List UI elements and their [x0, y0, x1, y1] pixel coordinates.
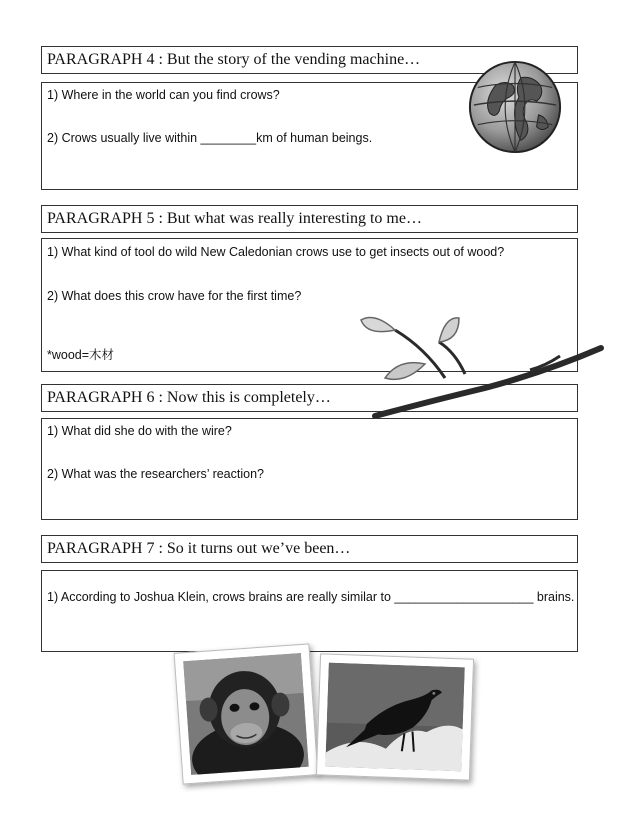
- crow-image: [325, 663, 465, 772]
- chimpanzee-photo: [174, 643, 319, 784]
- paragraph-5-question-1: 1) What kind of tool do wild New Caledonian crows use to get insects out of wood?: [47, 245, 505, 259]
- globe-icon: [466, 58, 564, 156]
- chimpanzee-image: [183, 653, 309, 775]
- crow-photo: [316, 653, 474, 780]
- paragraph-6-question-2: 2) What was the researchers’ reaction?: [47, 467, 264, 481]
- paragraph-7-heading: PARAGRAPH 7 : So it turns out we’ve been…: [47, 540, 351, 557]
- paragraph-4-heading: PARAGRAPH 4 : But the story of the vending machine…: [47, 51, 421, 68]
- paragraph-7-heading-box: [41, 535, 578, 563]
- paragraph-6-question-box: [41, 418, 578, 520]
- paragraph-5-heading: PARAGRAPH 5 : But what was really interesting to me…: [47, 210, 422, 227]
- paragraph-5-heading-box: [41, 205, 578, 233]
- paragraph-7-question-1: 1) According to Joshua Klein, crows brains are really similar to ____________________ brains.: [47, 590, 575, 604]
- branch-icon: [355, 308, 605, 418]
- paragraph-6-question-1: 1) What did she do with the wire?: [47, 424, 232, 438]
- paragraph-4-question-1: 1) Where in the world can you find crows?: [47, 88, 280, 102]
- paragraph-6-heading: PARAGRAPH 6 : Now this is completely…: [47, 389, 331, 406]
- paragraph-4-question-2: 2) Crows usually live within ________km of human beings.: [47, 131, 373, 145]
- paragraph-5-question-2: 2) What does this crow have for the first time?: [47, 289, 302, 303]
- paragraph-5-wood-note: *wood=木材: [47, 348, 115, 362]
- paragraph-7-question-box: [41, 570, 578, 652]
